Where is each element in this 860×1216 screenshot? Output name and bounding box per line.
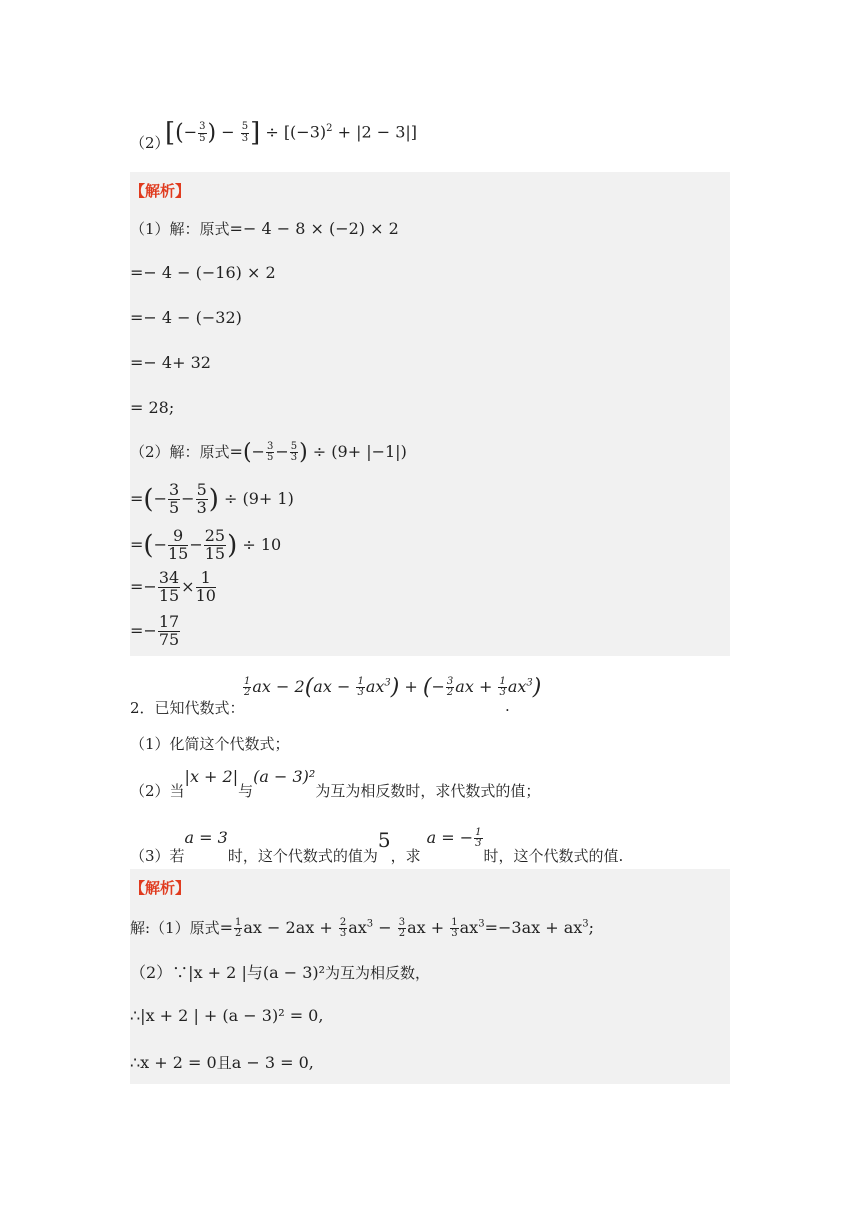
solution1-part2-line-5: =− $\frac{17}{75}$: [130, 612, 180, 649]
q2-sub3-b: 时，这个代数式的值为: [227, 847, 378, 865]
q1-part2-expression: [(− $\frac{3}{5}$ ) − $\frac{5}{3}$ ] ÷ $[(-3)^2 + |2 - 3|]$: [165, 118, 418, 148]
q2-sub3-d: 时，这个代数式的值.: [483, 847, 624, 865]
q2-sub2-b: 与: [238, 782, 254, 800]
solution1-line-1-math: =− 4 − 8 × (−2) × 2: [229, 219, 399, 238]
solution2-line-4: [130, 1052, 314, 1073]
q1-part2: [130, 132, 170, 153]
solution-box-1: [130, 172, 730, 656]
solution1-line-4: =− 4+ 32: [130, 353, 211, 372]
q2-sub3-m2: 5: [377, 828, 391, 852]
solution2-line4-c: a − 3 = 0,: [231, 1053, 314, 1072]
q2-sub2-abs: |x + 2|: [184, 767, 239, 786]
solution1-line-5: = 28;: [130, 398, 175, 417]
q2-sub3: [130, 826, 624, 868]
solution2-line2-m: (a − 3)²: [262, 963, 326, 982]
q2-sub2: [130, 767, 541, 801]
solution-tag-2: 【解析】: [130, 879, 191, 897]
solution1-part2-line-2: =(− $\frac{3}{5}$ − $\frac{5}{3}$ ) ÷ (9+ 1): [130, 480, 294, 517]
q2-stem: 2．已知代数式：: [130, 699, 245, 717]
q2-expression: $\frac{1}{2}$ ax − 2(ax − $\frac{1}{3}$ $ax^3$) + (− $\frac{3}{2}$ ax + $\frac{1}{3}$ $ax^3$): [244, 675, 542, 700]
q2-end: .: [505, 697, 510, 715]
solution2-line-1: 解:（1）原式= $\frac{1}{2}$ ax − 2ax + $\frac{2}{3}$ $ax^3$ − $\frac{3}{2}$ ax + $\frac{1}{3}$ $ax^3=-3ax + ax^3$;: [130, 916, 595, 939]
q2-sub2-c: 为互为相反数时，求代数式的值；: [315, 782, 541, 800]
solution2-line2-b: 为互为相反数，: [325, 964, 431, 982]
solution1-prefix: （1）解：原式: [130, 220, 230, 238]
q1-part2-label: （2）: [130, 134, 170, 152]
solution2-line-3: ∴|x + 2 | + (a − 3)² = 0,: [130, 1006, 324, 1025]
solution1-part2-line-1: （2）解：原式=(− $\frac{3}{5}$ − $\frac{5}{3}$ ) ÷ (9+ |−1|): [130, 440, 407, 465]
solution-tag-1: 【解析】: [130, 182, 191, 200]
solution2-line2-a: （2）∵|x + 2 |与: [130, 963, 263, 982]
q2-sub3-c: ，求: [390, 847, 421, 865]
q2-sub2-a: （2）当: [130, 782, 185, 800]
q2-sub1: （1）化简这个代数式；: [130, 735, 290, 753]
q2-sub3-m3: a = − $\frac{1}{3}$: [426, 826, 482, 849]
q2-sub3-a: （3）若: [130, 847, 185, 865]
solution2-line4-b: 且: [216, 1054, 232, 1072]
solution1-part2-line-4: =− $\frac{34}{15}$ × $\frac{1}{10}$: [130, 568, 216, 605]
solution2-line-2: [130, 960, 430, 983]
solution1-line-2: =− 4 − (−16) × 2: [130, 263, 276, 282]
solution1-line-3: =− 4 − (−32): [130, 308, 242, 327]
solution2-line1-prefix: 解:（1）原式: [130, 919, 220, 937]
solution2-line4-a: ∴x + 2 = 0: [130, 1053, 217, 1072]
q2-sub2-square: (a − 3)²: [253, 767, 316, 786]
solution1-part2-prefix: （2）解：原式: [130, 443, 230, 461]
solution1-part2-line-3: =(− $\frac{9}{15}$ − $\frac{25}{15}$ ) ÷ 10: [130, 526, 282, 563]
q2-sub3-m1: a = 3: [184, 828, 228, 847]
solution1-line-1: [130, 218, 399, 239]
